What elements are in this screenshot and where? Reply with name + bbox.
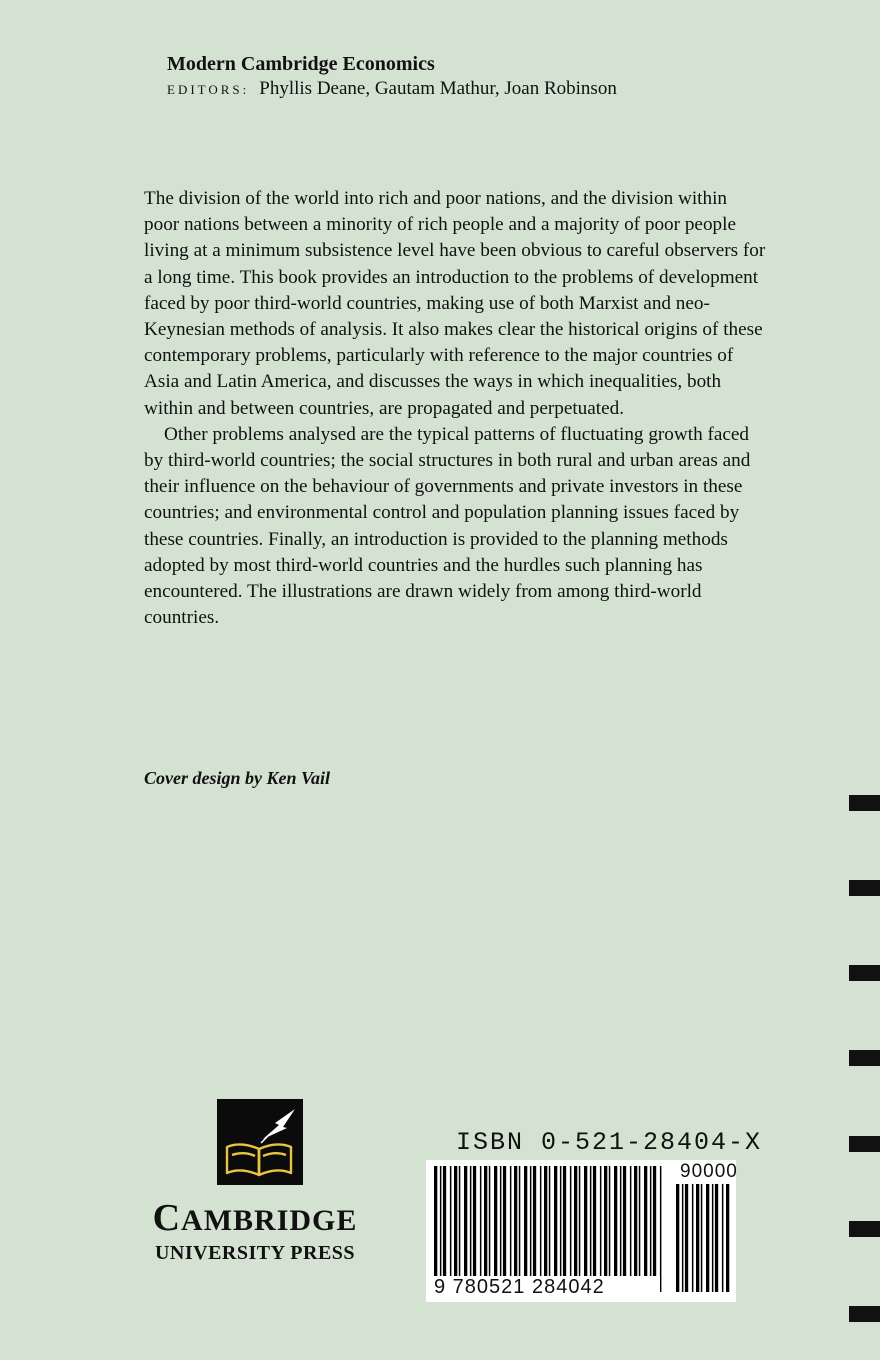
barcode-bar <box>614 1166 617 1292</box>
barcode-bar <box>443 1166 446 1292</box>
barcode-bar <box>600 1166 602 1292</box>
edge-mark <box>849 1221 880 1237</box>
series-header <box>167 52 617 103</box>
barcode-bar <box>530 1166 532 1292</box>
barcode-bar <box>494 1166 497 1292</box>
open-book-with-lightning-icon <box>217 1099 303 1185</box>
edge-mark <box>849 1136 880 1152</box>
barcode <box>426 1160 736 1302</box>
editors-line <box>167 76 617 103</box>
isbn-text: ISBN 0-521-28404-X <box>456 1128 763 1157</box>
barcode-bar <box>620 1166 622 1292</box>
series-title: Modern Cambridge Economics <box>167 53 435 75</box>
barcode-bar <box>715 1184 718 1292</box>
barcode-bar <box>706 1184 709 1292</box>
barcode-bar <box>454 1166 457 1292</box>
edge-mark <box>849 965 880 981</box>
editors-names: Phyllis Deane, Gautam Mathur, Joan Robinson <box>259 78 617 99</box>
barcode-bar <box>609 1166 611 1292</box>
description-paragraph-2: Other problems analysed are the typical patterns of fluctuating growth faced by third-world countries; the social structures in both rural and urban areas and their influence on the behaviour of governments and private investors in these countries; and environmental control and population planning issues faced by these countries. Finally, an introduction is provided to the planning methods adopted by most third-world countries and the hurdles such planning has encountered. The illustrations are drawn widely from among third-world countries. <box>144 423 751 629</box>
edge-mark <box>849 1050 880 1066</box>
barcode-bar <box>644 1166 647 1292</box>
barcode-bar <box>489 1166 491 1292</box>
book-description <box>144 186 766 631</box>
barcode-bar <box>554 1166 557 1292</box>
barcode-bar <box>653 1166 656 1292</box>
barcode-bar <box>570 1166 572 1292</box>
barcode-bar <box>450 1166 452 1292</box>
barcode-bar <box>563 1166 566 1292</box>
edge-mark <box>849 795 880 811</box>
barcode-bar <box>660 1166 662 1292</box>
barcode-bar <box>470 1166 472 1292</box>
barcode-bar <box>484 1166 487 1292</box>
barcode-bar <box>623 1166 626 1292</box>
barcode-bar <box>524 1166 527 1292</box>
barcode-bar <box>701 1184 703 1292</box>
barcode-bar <box>510 1166 512 1292</box>
publisher-name-line2: UNIVERSITY PRESS <box>154 1242 356 1264</box>
barcode-bar <box>692 1184 694 1292</box>
publisher-name <box>135 1198 375 1265</box>
barcode-bar <box>473 1166 476 1292</box>
barcode-bar <box>533 1166 536 1292</box>
barcode-bar <box>544 1166 547 1292</box>
barcode-bar <box>540 1166 542 1292</box>
description-paragraph-1: The division of the world into rich and poor nations, and the division within poor nations between a minority of rich people and a majority of poor people living at a minimum subsistence level have been obvious to careful observers for a long time. This book provides an introduction to the problems of development faced by poor third-world countries, making use of both Marxist and neo-Keynesian methods of analysis. It also makes clear the historical origins of these contemporary problems, particularly with reference to the major countries of Asia and Latin America, and discusses the ways in which inequalities, both within and between countries, are propagated and perpetuated. <box>144 188 766 419</box>
barcode-bar <box>676 1184 679 1292</box>
publisher-name-line1: CAMBRIDGE <box>152 1197 358 1239</box>
barcode-bar <box>726 1184 729 1292</box>
barcode-bar <box>519 1166 521 1292</box>
barcode-bar <box>590 1166 592 1292</box>
barcode-bar <box>593 1166 596 1292</box>
barcode-bar <box>634 1166 637 1292</box>
cover-credit: Cover design by Ken Vail <box>144 768 331 788</box>
barcode-bar <box>560 1166 562 1292</box>
barcode-bar <box>514 1166 517 1292</box>
barcode-bar <box>480 1166 482 1292</box>
barcode-bar <box>459 1166 461 1292</box>
barcode-bar <box>464 1166 467 1292</box>
edge-mark <box>849 880 880 896</box>
barcode-bar <box>440 1166 442 1292</box>
barcode-bar <box>685 1184 688 1292</box>
editors-label: EDITORS: <box>167 82 250 97</box>
barcode-bar <box>434 1166 437 1292</box>
barcode-bar <box>639 1166 641 1292</box>
barcode-bar <box>579 1166 581 1292</box>
barcode-bar <box>682 1184 684 1292</box>
barcode-bar <box>712 1184 714 1292</box>
barcode-bar <box>630 1166 632 1292</box>
edge-mark <box>849 1306 880 1322</box>
barcode-bar <box>650 1166 652 1292</box>
barcode-bar <box>696 1184 699 1292</box>
barcode-bar <box>584 1166 587 1292</box>
barcode-bar <box>503 1166 506 1292</box>
ean-digits: 9 780521 284042 <box>434 1276 660 1299</box>
barcode-bar <box>604 1166 607 1292</box>
barcode-bar <box>500 1166 502 1292</box>
barcode-bar <box>549 1166 551 1292</box>
addon-digits: 90000 <box>680 1161 738 1182</box>
barcode-bar <box>574 1166 577 1292</box>
barcode-bar <box>722 1184 724 1292</box>
